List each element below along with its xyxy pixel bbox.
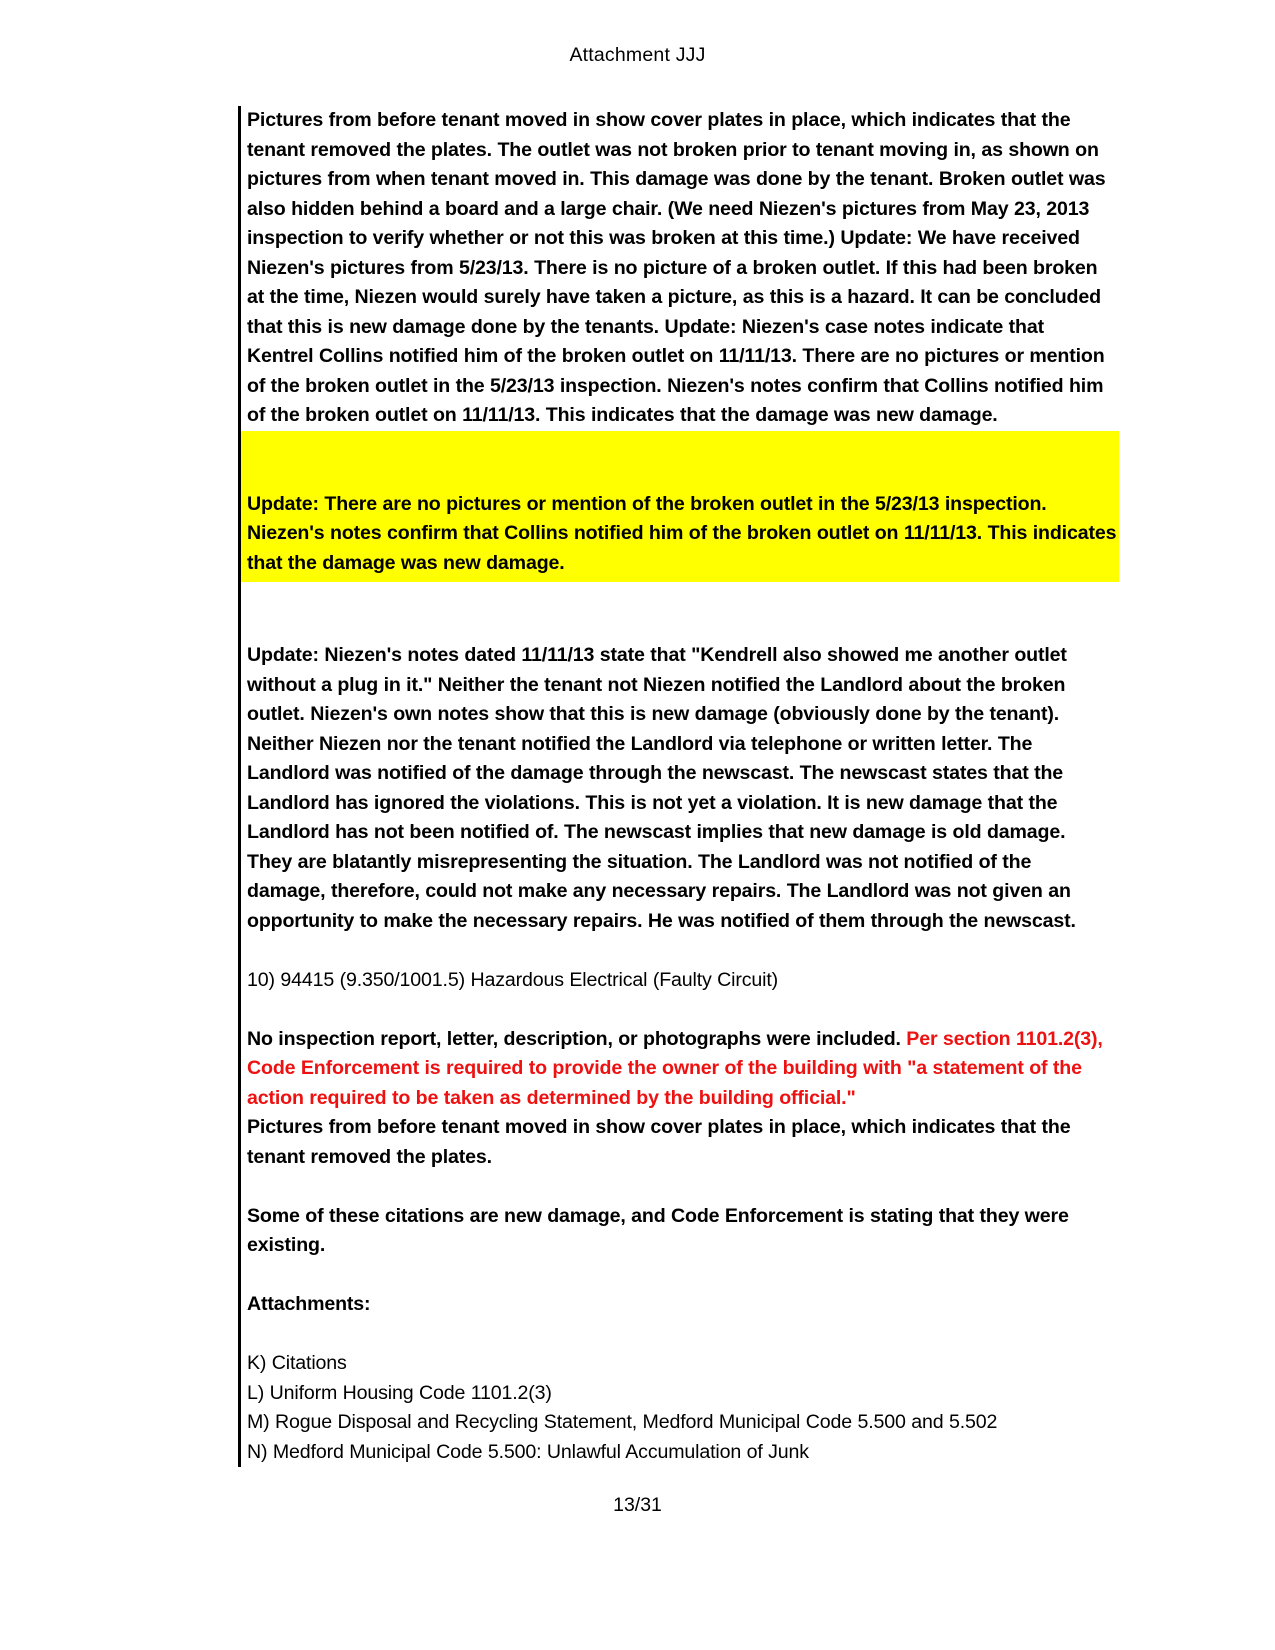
list-item: L) Uniform Housing Code 1101.2(3) [247, 1381, 552, 1404]
list-item: M) Rogue Disposal and Recycling Statement, Medford Municipal Code 5.500 and 5.502 [247, 1411, 998, 1433]
paragraph-intro-analysis: Pictures from before tenant moved in show cover plates in place, which indicates that the tenant removed the plates. The outlet was not broken prior to tenant moving in, as shown on pictures from when tenant moved in. This damage was done by the tenant. Broken outlet was also hidden behind a board and a large chair. (We need Niezen's pictures from May 23, 2013 inspection to verify whether or not this was broken at this time.) Update: We have received Niezen's pictures from 5/23/13. There is no picture of a broken outlet. If this had been broken at the time, Niezen would surely have taken a picture, as this is a hazard. It can be concluded that this is new damage done by the tenants. Update: Niezen's case notes indicate that Kentrel Collins notified him of the broken outlet on 11/11/13. There are no pictures or mention of the broken outlet in the 5/23/13 inspection. Niezen's notes confirm that Collins notified him of the broken outlet on 11/11/13. This indicates that the damage was new damage. [247, 109, 1106, 426]
highlighted-update-block [241, 431, 1119, 583]
paragraph-cover-plates-repeat: Pictures from before tenant moved in show cover plates in place, which indicates that the tenant removed the plates. [247, 1116, 1071, 1168]
document-body [238, 106, 1117, 1467]
spacer-before-citation [247, 936, 1114, 966]
paragraph-highlighted-update: Update: There are no pictures or mention of the broken outlet in the 5/23/13 inspection. Niezen's notes confirm that Collins notified him of the broken outlet on 11/11/13. This indicates that the damage was new damage. [247, 492, 1117, 574]
attachments-list [247, 1349, 1114, 1467]
list-item: K) Citations [247, 1352, 347, 1374]
spacer-before-attachment-list [247, 1320, 1114, 1350]
code-enforcement-red-text: Per section 1101.2(3), Code Enforcement is required to provide the owner of the building with "a statement of the action required to be taken as determined by the building official." [247, 1027, 1103, 1109]
spacer-after-highlight [247, 582, 1114, 641]
attachments-heading: Attachments: [247, 1293, 371, 1315]
spacer-before-no-inspection [247, 995, 1114, 1025]
no-inspection-black-text: No inspection report, letter, description, or photographs were included. [247, 1027, 907, 1050]
spacer-before-attachments [247, 1261, 1114, 1291]
paragraph-no-inspection-report [247, 1025, 1114, 1114]
page-header-title: Attachment JJJ [569, 44, 706, 66]
spacer-before-some-citations [247, 1172, 1114, 1202]
citation-line-item-10: 10) 94415 (9.350/1001.5) Hazardous Electrical (Faulty Circuit) [247, 968, 778, 991]
list-item: N) Medford Municipal Code 5.500: Unlawful Accumulation of Junk [247, 1440, 809, 1463]
page-footer-number: 13/31 [613, 1494, 662, 1516]
paragraph-some-citations: Some of these citations are new damage, and Code Enforcement is stating that they were existing. [247, 1204, 1069, 1256]
paragraph-niezen-notes-update: Update: Niezen's notes dated 11/11/13 state that "Kendrell also showed me another outlet without a plug in it." Neither the tenant not Niezen notified the Landlord about the broken outlet. Niezen's own notes show that this is new damage (obviously done by the tenant). Neither Niezen nor the tenant notified the Landlord via telephone or written letter. The Landlord was notified of the damage through the newscast. The newscast states that the Landlord has ignored the violations. This is not yet a violation. It is new damage that the Landlord has not been notified of. The newscast implies that new damage is old damage. They are blatantly misrepresenting the situation. The Landlord was not notified of the damage, therefore, could not make any necessary repairs. The Landlord was not given an opportunity to make the necessary repairs. He was notified of them through the newscast. [247, 644, 1076, 932]
